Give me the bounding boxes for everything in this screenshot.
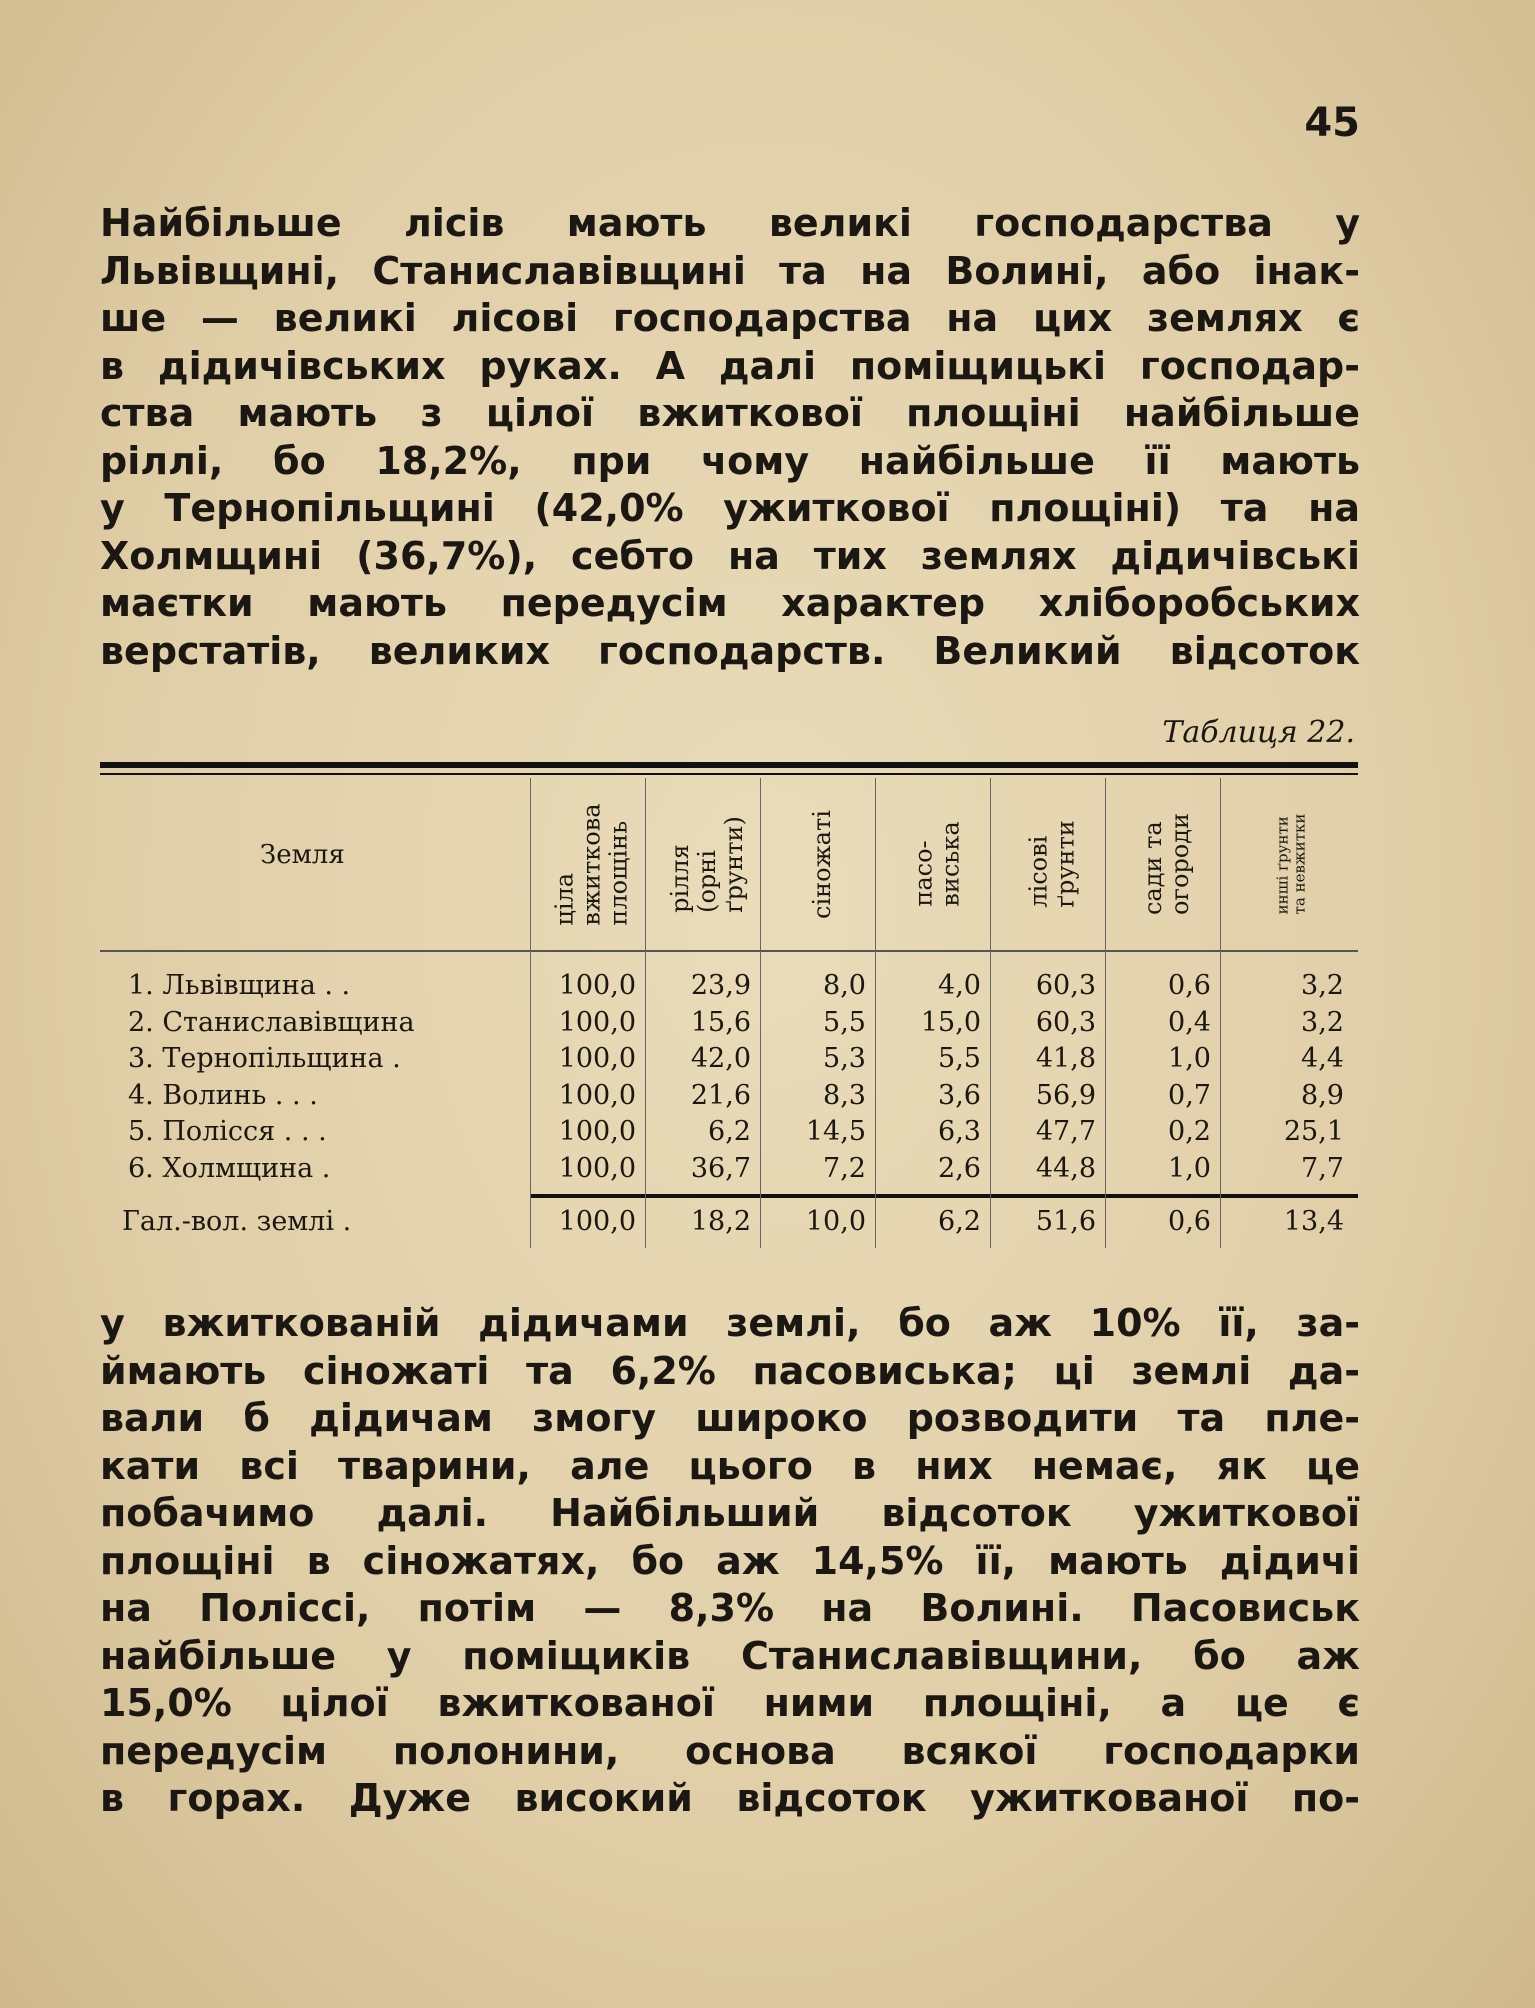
table-cell: 7,7: [1301, 1152, 1344, 1184]
text-line: на Поліссі, потім — 8,3% на Волині. Пасовиськ: [100, 1586, 1360, 1630]
paragraph-bottom: [100, 1300, 1360, 1823]
column-divider: [875, 778, 876, 1248]
table-cell: 6,2: [708, 1116, 751, 1147]
table-cell: 100,0: [558, 970, 636, 1001]
row-label: 6. Холмщина .: [128, 1152, 331, 1184]
paragraph-top: [100, 200, 1360, 675]
table-cell: 60,3: [1035, 970, 1096, 1001]
table-cell: 4,4: [1301, 1043, 1344, 1074]
table-cell: 6,3: [938, 1116, 981, 1147]
table-cell: 7,2: [823, 1152, 866, 1184]
table-cell: 42,0: [690, 1043, 751, 1074]
total-cell: 6,2: [938, 1206, 981, 1237]
column-header-label: рілля (орні ґрунти): [666, 815, 748, 913]
table-cell: 60,3: [1035, 1006, 1096, 1038]
column-header-label: пасо- виська: [909, 821, 965, 907]
table-cell: 4,0: [938, 970, 981, 1001]
column-header-label: ціла вжиткова площінь: [551, 802, 634, 926]
table-cell: 21,6: [690, 1079, 751, 1111]
table-cell: 3,6: [938, 1079, 981, 1111]
table-caption: Таблиця 22.: [1162, 715, 1355, 750]
data-table: [100, 762, 1358, 1252]
text-line: Холмщині (36,7%), себто на тих землях дідичівські: [100, 533, 1360, 578]
column-divider: [1105, 778, 1106, 1248]
text-line: кати всі тварини, але цього в них немає, як це: [100, 1443, 1360, 1488]
row-label: 2. Станиславівщина: [128, 1006, 415, 1038]
total-row-label: Гал.-вол. землі .: [122, 1206, 352, 1237]
table-cell: 1,0: [1168, 1152, 1211, 1184]
table-cell: 0,7: [1168, 1079, 1211, 1111]
table-cell: 41,8: [1035, 1043, 1096, 1074]
row-label: 5. Полісся . . .: [128, 1116, 327, 1147]
table-cell: 56,9: [1035, 1079, 1096, 1111]
column-header: [908, 784, 968, 944]
table-cell: 5,5: [938, 1043, 981, 1074]
table-cell: 1,0: [1168, 1043, 1211, 1074]
land-column-header: Земля: [260, 840, 345, 870]
table-cell: 15,0: [920, 1006, 981, 1038]
column-header: [666, 784, 748, 944]
text-line: ймають сіножаті та 6,2% пасовиська; ці землі да-: [100, 1348, 1360, 1393]
column-header: [1262, 784, 1322, 944]
table-cell: 8,3: [823, 1079, 866, 1111]
text-line: Найбільше лісів мають великі господарства у: [100, 201, 1360, 245]
column-divider: [1220, 778, 1221, 1248]
text-line: побачимо далі. Найбільший відсоток ужиткової: [100, 1491, 1360, 1535]
column-header: [793, 784, 853, 944]
column-header-label: сади та огороди: [1139, 812, 1195, 916]
table-cell: 44,8: [1035, 1152, 1096, 1184]
text-line: маєтки мають передусім характер хліборобських: [100, 581, 1360, 625]
table-cell: 8,0: [823, 970, 866, 1001]
table-cell: 2,6: [938, 1152, 981, 1184]
column-divider: [990, 778, 991, 1248]
text-line: Львівщині, Станиславівщині та на Волині, або інак-: [100, 248, 1360, 293]
table-cell: 3,2: [1301, 970, 1344, 1001]
table-cell: 15,6: [690, 1006, 751, 1038]
text-line: ства мають з цілої вжиткової площіні найбільше: [100, 391, 1360, 435]
column-header-label: лісові ґрунти: [1024, 820, 1080, 908]
text-line: ше — великі лісові господарства на цих землях є: [100, 296, 1360, 340]
text-line: площіні в сіножатях, бо аж 14,5% її, мають дідичі: [100, 1538, 1360, 1583]
table-cell: 23,9: [690, 970, 751, 1001]
table-cell: 47,7: [1035, 1116, 1096, 1147]
text-line: верстатів, великих господарств. Великий відсоток: [100, 628, 1360, 673]
table-cell: 3,2: [1301, 1006, 1344, 1038]
table-total-rule: [530, 1194, 1358, 1198]
total-cell: 0,6: [1168, 1206, 1211, 1237]
text-line: в дідичівських руках. А далі поміщицькі господар-: [100, 343, 1360, 388]
total-cell: 13,4: [1283, 1206, 1344, 1237]
table-cell: 0,6: [1168, 970, 1211, 1001]
column-header: [1138, 784, 1198, 944]
text-line: найбільше у поміщиків Станиславівщини, бо аж: [100, 1633, 1360, 1678]
row-label: 1. Львівщина . .: [128, 970, 351, 1001]
column-header: [1023, 784, 1083, 944]
total-cell: 10,0: [805, 1206, 866, 1237]
table-cell: 5,5: [823, 1006, 866, 1038]
total-cell: 18,2: [690, 1206, 751, 1237]
row-label: 3. Тернопільщина .: [128, 1043, 401, 1074]
text-line: ріллі, бо 18,2%, при чому найбільше її мають: [100, 438, 1360, 483]
table-cell: 0,4: [1168, 1006, 1211, 1038]
table-cell: 100,0: [558, 1152, 636, 1184]
table-cell: 36,7: [690, 1152, 751, 1184]
table-top-rule-thin: [100, 773, 1358, 775]
text-line: передусім полонини, основа всякої господарки: [100, 1728, 1360, 1773]
table-cell: 100,0: [558, 1043, 636, 1074]
total-cell: 51,6: [1035, 1206, 1096, 1237]
row-label: 4. Волинь . . .: [128, 1079, 318, 1111]
text-line: вали б дідичам змогу широко розводити та пле-: [100, 1396, 1360, 1440]
page-number: 45: [1304, 100, 1360, 146]
table-cell: 100,0: [558, 1079, 636, 1111]
table-cell: 25,1: [1283, 1116, 1344, 1147]
table-cell: 100,0: [558, 1116, 636, 1147]
total-cell: 100,0: [558, 1206, 636, 1237]
column-divider: [645, 778, 646, 1248]
text-line: у вжиткованій дідичами землі, бо аж 10% її, за-: [100, 1301, 1360, 1345]
table-top-rule: [100, 762, 1358, 768]
text-line: в горах. Дуже високий відсоток ужиткованої по-: [100, 1776, 1360, 1820]
column-divider: [530, 778, 531, 1248]
table-cell: 14,5: [805, 1116, 866, 1147]
text-line: у Тернопільщині (42,0% ужиткової площіні) та на: [100, 486, 1360, 530]
column-header-label: сіножаті: [808, 809, 836, 919]
table-cell: 8,9: [1301, 1079, 1344, 1111]
table-cell: 5,3: [823, 1043, 866, 1074]
column-header: [551, 784, 634, 944]
table-cell: 0,2: [1168, 1116, 1211, 1147]
column-header-label: инші ґрунти та невжитки: [1273, 813, 1309, 915]
column-divider: [760, 778, 761, 1248]
table-header-rule: [100, 950, 1358, 952]
table-cell: 100,0: [558, 1006, 636, 1038]
text-line: 15,0% цілої вжиткованої ними площіні, а це є: [100, 1681, 1360, 1725]
